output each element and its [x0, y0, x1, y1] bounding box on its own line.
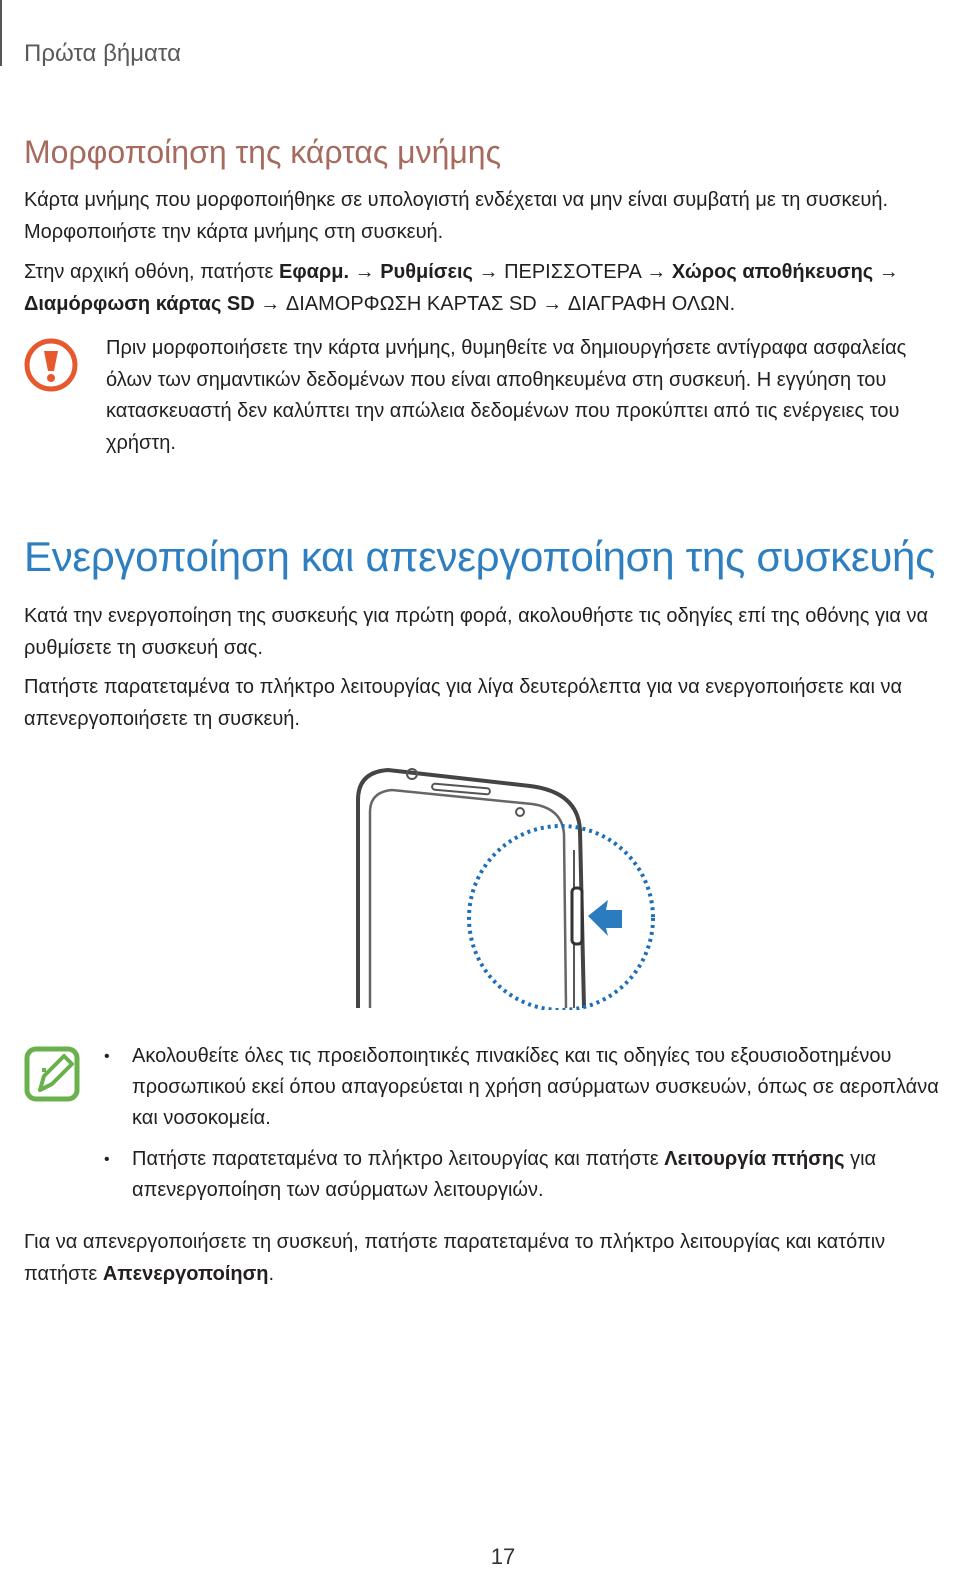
format-intro [24, 184, 888, 248]
arrow: → [640, 261, 672, 283]
path-storage: Χώρος αποθήκευσης [671, 261, 874, 283]
bullet1-line1: Ακολουθείτε όλες τις προειδοποιητικές πινακίδες και τις οδηγίες του εξουσιοδοτημένου [132, 1045, 892, 1067]
power-para2-line1: Πατήστε παρατεταμένα το πλήκτρο λειτουργίας για λίγα δευτερόλεπτα για να ενεργοποιήσετε και να [24, 676, 903, 698]
bullet1-line2: προσωπικού εκεί όπου απαγορεύεται η χρήση ασύρματων συσκευών, όπως σε αεροπλάνα [132, 1076, 939, 1098]
bullet: • [104, 1151, 110, 1168]
phone-speaker [432, 783, 490, 794]
path-prefix: Στην αρχική οθόνη, πατήστε [24, 261, 279, 283]
arrow-icon [588, 900, 622, 936]
bullet2-prefix: Πατήστε παρατεταμένα το πλήκτρο λειτουργίας και πατήστε [132, 1148, 665, 1170]
phone-body [358, 770, 584, 1008]
format-intro-line1: Κάρτα μνήμης που μορφοποιήθηκε σε υπολογιστή ενδέχεται να μην είναι συμβατή με τη συσκευή. [24, 189, 889, 211]
path-format-sd-caps: ΔΙΑΜΟΡΦΩΣΗ ΚΑΡΤΑΣ SD [285, 293, 537, 315]
exclamation-circle-icon [24, 338, 78, 392]
arrow: → [349, 261, 381, 283]
bullet2-bold: Λειτουργία πτήσης [664, 1148, 845, 1170]
arrow: → [254, 293, 286, 315]
arrow: → [536, 293, 568, 315]
path-delete-all: ΔΙΑΓΡΑΦΗ ΟΛΩΝ [567, 293, 730, 315]
bullet2-suffix: για [844, 1148, 877, 1170]
power-off-para [24, 1226, 885, 1290]
phone-screen [370, 790, 566, 1008]
period: . [729, 293, 736, 315]
power-para2 [24, 671, 902, 735]
power-key [572, 888, 582, 944]
bullet2-line2: απενεργοποίηση των ασύρματων λειτουργιών. [132, 1179, 544, 1201]
off-line1: Για να απενεργοποιήσετε τη συσκευή, πατήστε παρατεταμένα το πλήκτρο λειτουργίας και κατόπιν [24, 1231, 886, 1253]
format-intro-line2: Μορφοποιήστε την κάρτα μνήμης στη συσκευή. [24, 221, 444, 243]
power-para2-line2: απενεργοποιήσετε τη συσκευή. [24, 708, 300, 730]
bullet1-line3: και νοσοκομεία. [132, 1107, 271, 1129]
warning-text [106, 333, 951, 459]
note-list [100, 1041, 960, 1216]
list-item [100, 1144, 960, 1206]
warning-line1: Πριν μορφοποιήσετε την κάρτα μνήμης, θυμηθείτε να δημιουργήσετε αντίγραφα ασφαλείας [106, 337, 907, 359]
format-heading: Μορφοποίηση της κάρτας μνήμης [24, 134, 502, 170]
bullet: • [104, 1048, 110, 1065]
off-prefix: πατήστε [24, 1263, 103, 1285]
section-label: Πρώτα βήματα [24, 40, 181, 67]
path-settings: Ρυθμίσεις [380, 261, 473, 283]
path-apps: Εφαρμ. [278, 261, 350, 283]
warning-line4: χρήστη. [106, 431, 176, 454]
off-bold: Απενεργοποίηση [102, 1263, 269, 1285]
list-item [100, 1041, 960, 1134]
power-para1-line2: ρυθμίσετε τη συσκευή σας. [24, 637, 263, 659]
arrow: → [472, 261, 505, 283]
phone-power-key-illustration [340, 760, 670, 1010]
power-para1 [24, 600, 928, 664]
arrow: → [873, 261, 899, 283]
power-para1-line1: Κατά την ενεργοποίηση της συσκευής για πρώτη φορά, ακολουθήστε τις οδηγίες επί της οθόνης για να [24, 605, 929, 627]
highlight-circle [469, 826, 653, 1010]
path-more: ΠΕΡΙΣΣΟΤΕΡΑ [504, 261, 641, 283]
warning-line2: όλων των σημαντικών δεδομένων που είναι αποθηκευμένα στη συσκευή. Η εγγύηση του [106, 368, 887, 391]
warning-line3: κατασκευαστή δεν καλύπτει την απώλεια δεδομένων που προκύπτει από τις ενέργειες του [106, 400, 900, 422]
pencil-note-icon [24, 1046, 80, 1104]
page-number: 17 [490, 1544, 516, 1569]
path-format-sd: Διαμόρφωση κάρτας SD [24, 293, 255, 315]
off-suffix: . [268, 1263, 275, 1285]
phone-camera [516, 808, 524, 816]
power-heading: Ενεργοποίηση και απενεργοποίηση της συσκευής [24, 533, 936, 580]
margin-rule [0, 0, 2, 66]
format-path [24, 256, 899, 320]
